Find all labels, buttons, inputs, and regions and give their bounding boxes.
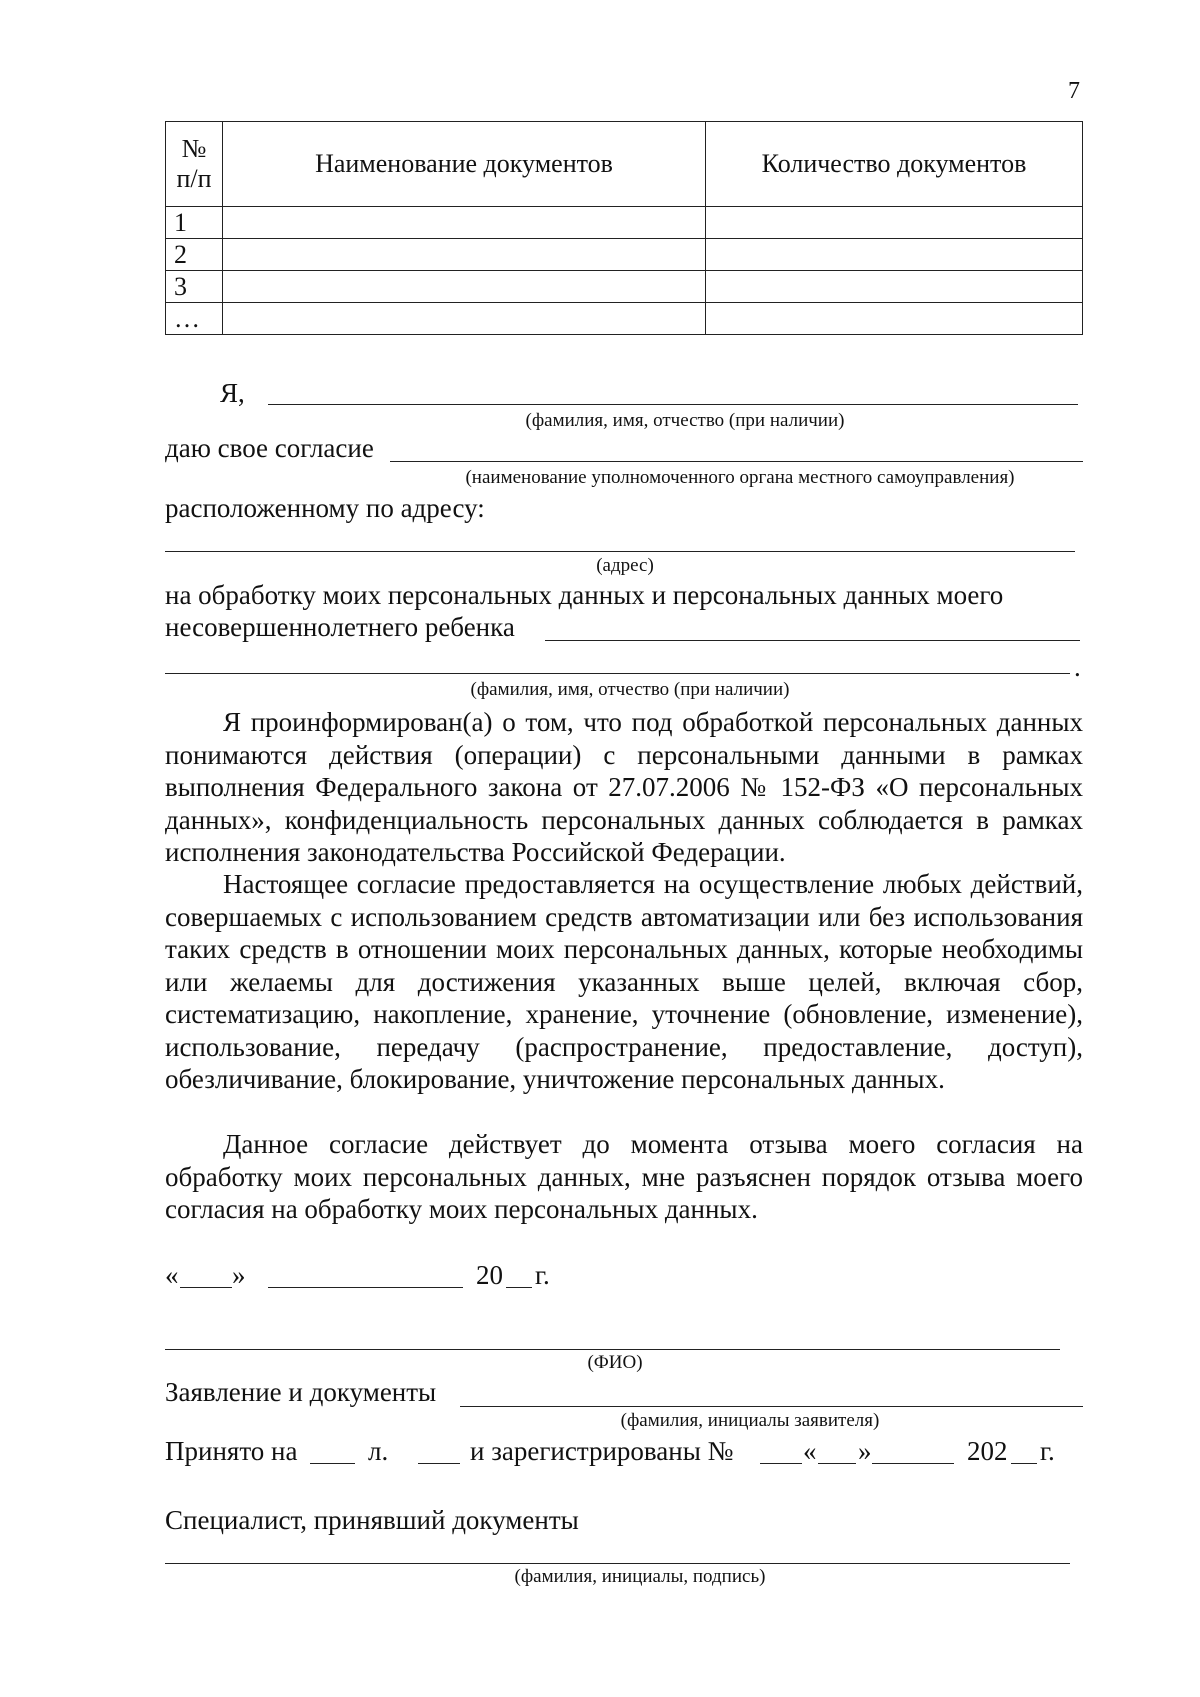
docs-label: Заявление и документы <box>165 1377 437 1407</box>
signature-fio-field[interactable] <box>165 1349 1060 1350</box>
paragraph-validity: Данное согласие действует до момента отзыва моего согласия на обработку моих персональных данных, мне разъяснен порядок отзыва моего согласия на обработку моих персональных данных. <box>165 1129 1083 1224</box>
count-field[interactable] <box>418 1463 460 1464</box>
specialist-caption: (фамилия, инициалы, подпись) <box>514 1566 766 1587</box>
date-year-prefix: 20 <box>476 1260 503 1290</box>
row-number: … <box>166 303 223 335</box>
reg-number-field[interactable] <box>760 1463 802 1464</box>
specialist-label: Специалист, принявший документы <box>165 1505 579 1535</box>
period: . <box>1074 652 1081 682</box>
row-number: 2 <box>166 239 223 271</box>
page-number: 7 <box>1068 78 1080 104</box>
table-row <box>166 271 1083 303</box>
reg-year-suffix: г. <box>1040 1436 1055 1466</box>
sheets-label: л. <box>368 1436 389 1466</box>
sheets-field[interactable] <box>310 1463 355 1464</box>
row-name-cell[interactable] <box>223 271 706 303</box>
reg-open-quote: « <box>803 1436 817 1466</box>
child-field[interactable] <box>545 640 1080 641</box>
row-name-cell[interactable] <box>223 303 706 335</box>
consent-label: даю свое согласие <box>165 433 374 463</box>
row-number: 1 <box>166 207 223 239</box>
date-day-field[interactable] <box>180 1287 232 1288</box>
ya-label: Я, <box>220 378 245 408</box>
address-label: расположенному по адресу: <box>165 493 485 523</box>
date-year-suffix: г. <box>535 1260 550 1290</box>
processing-line-1: на обработку моих персональных данных и персональных данных моего <box>165 580 1004 610</box>
signature-fio-caption: (ФИО) <box>587 1352 643 1373</box>
row-count-cell[interactable] <box>706 239 1083 271</box>
applicant-field[interactable] <box>460 1406 1083 1407</box>
table-row <box>166 303 1083 335</box>
date-open-quote: « <box>165 1260 179 1290</box>
date-month-field[interactable] <box>268 1287 463 1288</box>
fio-field[interactable] <box>268 404 1078 405</box>
row-count-cell[interactable] <box>706 271 1083 303</box>
date-close-quote: » <box>232 1260 246 1290</box>
table-row <box>166 239 1083 271</box>
reg-day-field[interactable] <box>818 1463 856 1464</box>
fio-caption: (фамилия, имя, отчество (при наличии) <box>525 410 845 431</box>
applicant-caption: (фамилия, инициалы заявителя) <box>620 1410 880 1431</box>
table-header-row <box>166 122 1083 207</box>
reg-year-prefix: 202 <box>967 1436 1008 1466</box>
row-number: 3 <box>166 271 223 303</box>
registered-label: и зарегистрированы № <box>470 1436 734 1466</box>
paragraph-scope: Настоящее согласие предоставляется на осуществление любых действий, совершаемых с использованием средств автоматизации или без использования таких средств в отношении моих персональных данных, которые необходимы или желаемы для достижения указанных выше целей, включая сбор, систематизацию, накопление, хранение, уточнение (обновление, изменение), использование, передачу (распространение, предоставление, доступ), обезличивание, блокирование, уничтожение персональных данных. <box>165 869 1083 1094</box>
reg-year-field[interactable] <box>1011 1463 1037 1464</box>
address-field[interactable] <box>165 551 1075 552</box>
authority-caption: (наименование уполномоченного органа местного самоуправления) <box>465 467 1015 488</box>
date-year-field[interactable] <box>506 1287 532 1288</box>
documents-table <box>165 121 1083 335</box>
header-number: № п/п <box>166 122 223 207</box>
header-document-count: Количество документов <box>706 122 1083 207</box>
authority-field[interactable] <box>390 461 1083 462</box>
address-caption: (адрес) <box>596 555 654 576</box>
row-name-cell[interactable] <box>223 239 706 271</box>
child-field-continued[interactable] <box>165 673 1070 674</box>
specialist-field[interactable] <box>165 1563 1070 1564</box>
paragraph-informed: Я проинформирован(а) о том, что под обработкой персональных данных понимаются действия (операции) с персональными данными в рамках выполнения Федерального закона от 27.07.2006 № 152-ФЗ «О персональных данных», конфиденциальность персональных данных соблюдается в рамках исполнения законодательства Российской Федерации. <box>165 707 1083 867</box>
reg-close-quote: » <box>858 1436 872 1466</box>
processing-line-2: несовершеннолетнего ребенка <box>165 612 515 642</box>
child-fio-caption: (фамилия, имя, отчество (при наличии) <box>470 679 790 700</box>
accepted-on-label: Принято на <box>165 1436 298 1466</box>
table-row <box>166 207 1083 239</box>
row-count-cell[interactable] <box>706 303 1083 335</box>
header-document-name: Наименование документов <box>223 122 706 207</box>
row-count-cell[interactable] <box>706 207 1083 239</box>
reg-month-field[interactable] <box>872 1463 954 1464</box>
row-name-cell[interactable] <box>223 207 706 239</box>
